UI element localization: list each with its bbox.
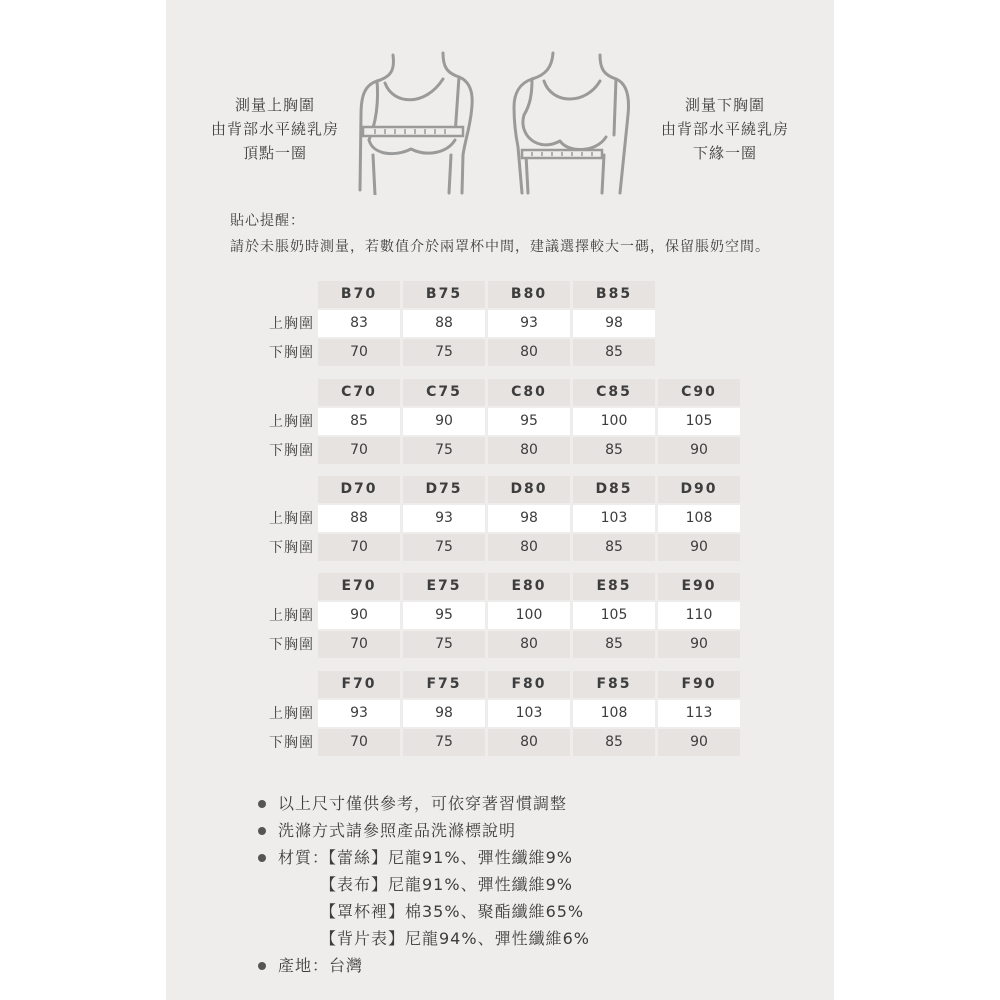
size-cell: D85 — [573, 476, 655, 503]
size-cell: D70 — [318, 476, 400, 503]
measure-cell: 70 — [318, 339, 400, 366]
size-cell: D90 — [658, 476, 740, 503]
measure-cell: 85 — [573, 339, 655, 366]
size-cell: C85 — [573, 379, 655, 406]
measure-cell: 95 — [403, 602, 485, 629]
material-cup-lining: 【罩杯裡】棉35%、聚酯纖維65% — [320, 902, 585, 921]
measure-cell: 90 — [658, 631, 740, 658]
note-origin: 產地：台灣 — [278, 956, 364, 975]
note-size-reference: 以上尺寸僅供參考，可依穿著習慣調整 — [278, 794, 568, 813]
measure-cell: 93 — [403, 505, 485, 532]
size-cell: E90 — [658, 573, 740, 600]
under-bust-row — [250, 729, 750, 758]
material-label: 材質： — [278, 848, 330, 867]
material-outer: 【表布】尼龍91%、彈性纖維9% — [320, 875, 573, 894]
measure-cell: 80 — [488, 729, 570, 756]
measure-cell: 80 — [488, 534, 570, 561]
measure-cell: 103 — [573, 505, 655, 532]
row-label: 上胸圍 — [269, 316, 314, 332]
bullet-icon — [258, 854, 266, 862]
measure-cell: 105 — [658, 408, 740, 435]
size-cell: F80 — [488, 671, 570, 698]
measure-cell: 70 — [318, 631, 400, 658]
under-bust-measure-illustration — [508, 45, 633, 195]
under-bust-row — [250, 534, 750, 563]
measure-cell: 98 — [403, 700, 485, 727]
measure-cell: 90 — [658, 534, 740, 561]
measure-cell: 100 — [573, 408, 655, 435]
upper-bust-row — [250, 408, 750, 437]
size-header-row — [250, 476, 750, 505]
size-cell: B70 — [318, 281, 400, 308]
size-table — [250, 281, 750, 368]
size-table — [250, 671, 750, 758]
size-header-row — [250, 281, 750, 310]
measure-cell: 90 — [658, 729, 740, 756]
size-cell: F85 — [573, 671, 655, 698]
measure-cell: 70 — [318, 534, 400, 561]
size-cell: B80 — [488, 281, 570, 308]
size-cell: E85 — [573, 573, 655, 600]
size-header-row — [250, 379, 750, 408]
row-label: 下胸圍 — [269, 637, 314, 653]
size-header-row — [250, 573, 750, 602]
size-header-row — [250, 671, 750, 700]
under-bust-row — [250, 631, 750, 660]
size-cell: E75 — [403, 573, 485, 600]
measure-cell: 75 — [403, 437, 485, 464]
bullet-icon — [258, 827, 266, 835]
size-cell: F90 — [658, 671, 740, 698]
measure-cell: 80 — [488, 631, 570, 658]
upper-bust-measure-illustration — [355, 45, 480, 195]
size-cell: F70 — [318, 671, 400, 698]
material-back: 【背片表】尼龍94%、彈性纖維6% — [320, 929, 590, 948]
row-label: 下胸圍 — [269, 443, 314, 459]
measure-cell: 90 — [318, 602, 400, 629]
size-cell: C80 — [488, 379, 570, 406]
upper-bust-row — [250, 310, 750, 339]
measure-cell: 85 — [573, 631, 655, 658]
row-label: 下胸圍 — [269, 345, 314, 361]
measure-cell: 108 — [658, 505, 740, 532]
row-label: 下胸圍 — [269, 735, 314, 751]
tips-body: 請於未脹奶時測量，若數值介於兩罩杯中間，建議選擇較大一碼，保留脹奶空間。 — [230, 239, 770, 255]
upper-bust-instructions: 測量上胸圍 由背部水平繞乳房 頂點一圈 — [210, 96, 339, 162]
measure-cell: 70 — [318, 729, 400, 756]
measure-cell: 80 — [488, 339, 570, 366]
size-cell: D75 — [403, 476, 485, 503]
measure-cell: 85 — [318, 408, 400, 435]
measure-cell: 98 — [573, 310, 655, 337]
measure-cell: 80 — [488, 437, 570, 464]
measure-cell: 88 — [318, 505, 400, 532]
measure-cell: 85 — [573, 534, 655, 561]
measure-cell: 75 — [403, 631, 485, 658]
bullet-icon — [258, 962, 266, 970]
size-cell: C70 — [318, 379, 400, 406]
measure-cell: 70 — [318, 437, 400, 464]
size-cell: B85 — [573, 281, 655, 308]
measure-cell: 90 — [403, 408, 485, 435]
row-label: 下胸圍 — [269, 540, 314, 556]
upper-bust-row — [250, 602, 750, 631]
under-bust-row — [250, 339, 750, 368]
measure-cell: 105 — [573, 602, 655, 629]
measure-cell: 93 — [488, 310, 570, 337]
under-bust-row — [250, 437, 750, 466]
measure-cell: 88 — [403, 310, 485, 337]
measure-cell: 75 — [403, 534, 485, 561]
measure-cell: 85 — [573, 437, 655, 464]
size-table — [250, 573, 750, 660]
row-label: 上胸圍 — [269, 706, 314, 722]
measure-cell: 85 — [573, 729, 655, 756]
measure-cell: 95 — [488, 408, 570, 435]
measure-cell: 93 — [318, 700, 400, 727]
size-cell: E70 — [318, 573, 400, 600]
size-table — [250, 476, 750, 563]
material-lace: 【蕾絲】尼龍91%、彈性纖維9% — [320, 848, 573, 867]
row-label: 上胸圍 — [269, 414, 314, 430]
row-label: 上胸圍 — [269, 608, 314, 624]
measure-cell: 100 — [488, 602, 570, 629]
note-washing: 洗滌方式請參照產品洗滌標說明 — [278, 821, 517, 840]
measure-cell: 83 — [318, 310, 400, 337]
upper-bust-row — [250, 700, 750, 729]
tips-title: 貼心提醒： — [230, 213, 305, 229]
measure-cell: 113 — [658, 700, 740, 727]
size-cell: D80 — [488, 476, 570, 503]
size-table — [250, 379, 750, 466]
measure-cell: 98 — [488, 505, 570, 532]
measure-cell: 75 — [403, 729, 485, 756]
size-cell: E80 — [488, 573, 570, 600]
size-cell: C90 — [658, 379, 740, 406]
upper-bust-row — [250, 505, 750, 534]
measure-cell: 108 — [573, 700, 655, 727]
under-bust-instructions: 測量下胸圍 由背部水平繞乳房 下緣一圈 — [660, 96, 789, 162]
size-cell: F75 — [403, 671, 485, 698]
measure-cell: 110 — [658, 602, 740, 629]
measure-cell: 75 — [403, 339, 485, 366]
size-cell: B75 — [403, 281, 485, 308]
bullet-icon — [258, 800, 266, 808]
measure-cell: 103 — [488, 700, 570, 727]
row-label: 上胸圍 — [269, 511, 314, 527]
size-cell: C75 — [403, 379, 485, 406]
measure-cell: 90 — [658, 437, 740, 464]
